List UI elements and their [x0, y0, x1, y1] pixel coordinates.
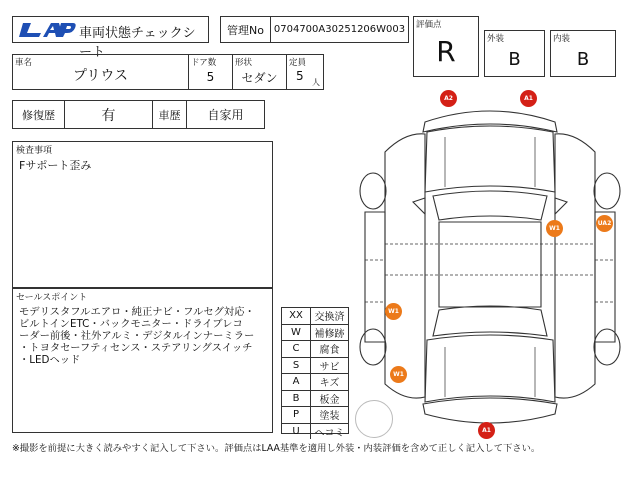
legend-code: W — [282, 325, 311, 341]
capacity-cell — [287, 55, 323, 89]
vehicle-name-label: 車名 — [15, 58, 33, 68]
exterior-box — [484, 30, 545, 77]
legend-row — [282, 424, 348, 440]
damage-marker: UA2 — [596, 215, 613, 232]
score-label: 評価点 — [416, 20, 442, 30]
interior-label: 内装 — [553, 34, 571, 44]
damage-marker: W1 — [385, 303, 402, 320]
damage-marker: A2 — [440, 90, 457, 107]
legend-code: C — [282, 341, 311, 357]
damage-marker: A1 — [478, 422, 495, 439]
legend-code: P — [282, 407, 311, 423]
inspection-box — [12, 141, 273, 288]
sales-line: ・トヨタセーフティセンス・ステアリングスイッチ — [19, 342, 253, 354]
doors-label: ドア数 — [191, 58, 217, 68]
legend-code: A — [282, 374, 311, 390]
legend-desc: サビ — [319, 361, 340, 373]
interior-box — [550, 30, 616, 77]
sales-line: ーダー前後・社外アルミ・デジタルインナーミラー — [19, 330, 255, 342]
history-label: 車歴 — [153, 101, 187, 128]
sales-line: ・LEDヘッド — [19, 354, 81, 366]
legend-row — [282, 374, 348, 391]
vehicle-name-value: プリウス — [72, 68, 129, 84]
legend-desc: 板金 — [319, 394, 340, 406]
logo-box — [12, 16, 209, 60]
doors-value: 5 — [206, 70, 215, 84]
mgmt-no-value: 0704700A30251206W003 — [273, 24, 406, 35]
exterior-value: B — [508, 49, 521, 70]
vehicle-name-cell — [13, 55, 189, 89]
legend-desc: ヘコミ — [314, 427, 345, 439]
sales-point-box — [12, 288, 273, 433]
legend-code: B — [282, 391, 311, 407]
score-box — [413, 16, 479, 77]
sales-line: ビルトインETC・バックモニター・ドライブレコ — [19, 318, 243, 330]
body-value: セダン — [241, 70, 278, 85]
laa-logo — [17, 21, 77, 39]
legend-row — [282, 325, 348, 342]
repair-history-box — [12, 100, 265, 129]
interior-value: B — [576, 49, 590, 70]
legend-row — [282, 358, 348, 375]
exterior-label: 外装 — [487, 34, 505, 44]
footer-note: ※撮影を前提に大きく読みやすく記入して下さい。評価点はLAA基準を適用し外装・内装評価を含めて正しく記入して下さい。 — [12, 443, 541, 454]
history-value: 自家用 — [207, 108, 244, 122]
sales-lines — [19, 306, 255, 366]
sales-line: モデリスタフルエアロ・純正ナビ・フルセグ対応・ — [19, 306, 255, 318]
legend-desc: 塗装 — [319, 411, 340, 423]
damage-marker: W1 — [546, 220, 563, 237]
legend-row — [282, 308, 348, 325]
legend-desc: キズ — [319, 378, 340, 390]
body-cell — [233, 55, 287, 89]
damage-marker: A1 — [520, 90, 537, 107]
repair-label: 修復歴 — [13, 101, 65, 128]
legend-desc: 交換済 — [314, 312, 345, 324]
sheet-title: 車両状態チェックシート — [79, 26, 196, 60]
legend-row — [282, 391, 348, 408]
mgmt-no-label: 管理No — [221, 17, 271, 42]
legend-desc: 補修跡 — [314, 328, 345, 340]
legend-row — [282, 341, 348, 358]
legend-code: U — [282, 424, 311, 440]
legend-code: S — [282, 358, 311, 374]
inspection-label: 検査事項 — [16, 146, 53, 156]
legend-desc: 腐食 — [319, 345, 340, 357]
car-diagram — [355, 92, 625, 442]
doors-cell — [189, 55, 233, 89]
damage-marker: W1 — [390, 366, 407, 383]
capacity-label: 定員 — [289, 58, 307, 68]
sales-label: セールスポイント — [16, 293, 88, 303]
damage-legend — [281, 307, 349, 439]
vehicle-info-box — [12, 54, 324, 90]
inspection-text: Fサポート歪み — [19, 159, 92, 172]
legend-code: XX — [282, 308, 311, 324]
repair-value: 有 — [65, 101, 153, 128]
score-value: R — [436, 35, 456, 68]
mgmt-no-box — [220, 16, 409, 43]
capacity-value: 5 — [296, 69, 304, 83]
capacity-unit: 人 — [312, 78, 320, 87]
legend-row — [282, 407, 348, 424]
body-label: 形状 — [235, 58, 253, 68]
